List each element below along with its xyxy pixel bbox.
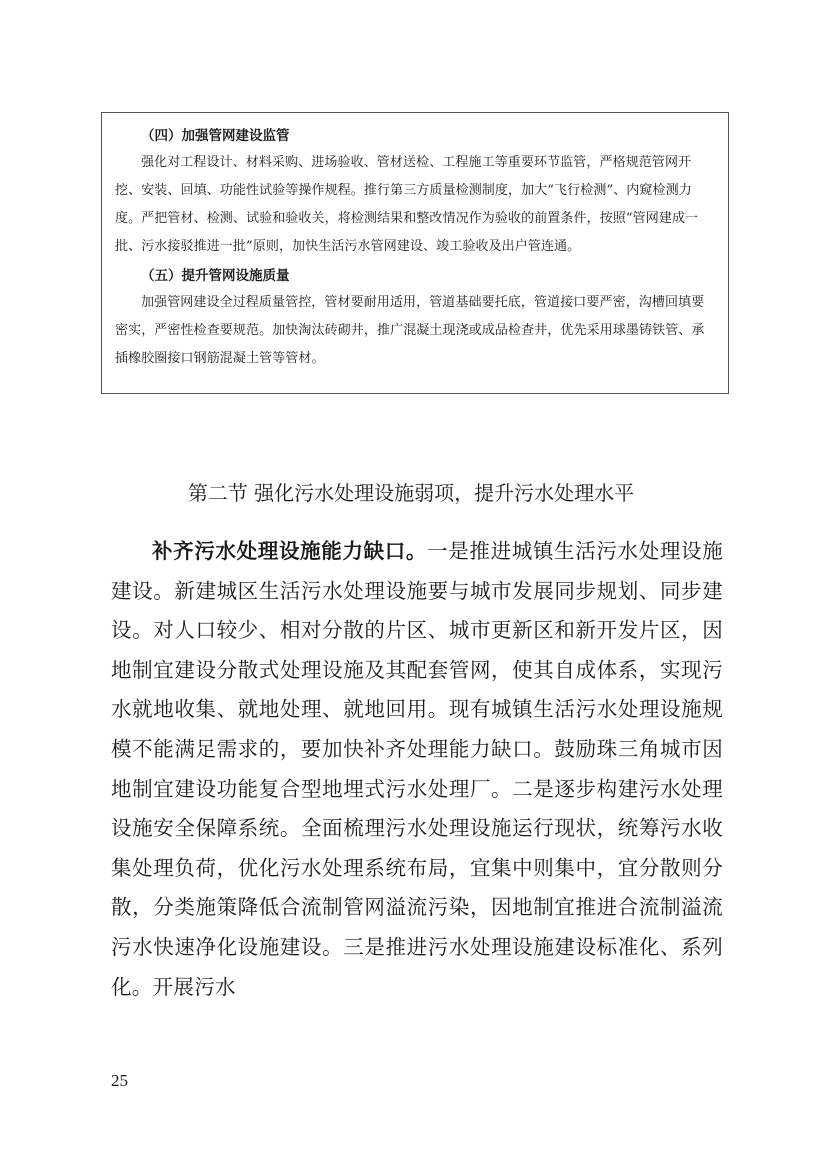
- page-number: 25: [111, 1071, 128, 1090]
- section-5-paragraph: 加强管网建设全过程质量管控，管材要耐用适用，管道基础要托底，管道接口要严密，沟槽回填要密实，严密性检查要规范。加快淘汰砖砌井，推广混凝土现浇或成品检查井，优先采用球墨铸铁管、承插橡胶圈接口钢筋混凝土管等管材。: [115, 295, 705, 366]
- body-lead-sentence: 补齐污水处理设施能力缺口。: [152, 539, 428, 563]
- body-text: 一是推进城镇生活污水处理设施建设。新建城区生活污水处理设施要与城市发展同步规划、同步建设。对人口较少、相对分散的片区、城市更新区和新开发片区，因地制宜建设分散式处理设施及其配套管网，使其自成体系，实现污水就地收集、就地处理、就地回用。现有城镇生活污水处理设施规模不能满足需求的，要加快补齐处理能力缺口。鼓励珠三角城市因地制宜建设功能复合型地埋式污水处理厂。二是逐步构建污水处理设施安全保障系统。全面梳理污水处理设施运行现状，统筹污水收集处理负荷，优化污水处理系统布局，宜集中则集中，宜分散则分散，分类施策降低合流制管网溢流污染，因地制宜推进合流制溢流污水快速净化设施建设。三是推进污水处理设施建设标准化、系列化。开展污水: [111, 539, 724, 999]
- section-5-heading: （五）提升管网设施质量: [141, 268, 290, 284]
- section-4-paragraph: 强化对工程设计、材料采购、进场验收、管材送检、工程施工等重要环节监管，严格规范管网开挖、安装、回填、功能性试验等操作规程。推行第三方质量检测制度，加大“飞行检测”、内窥检测力度。严把管材、检测、试验和验收关，将检测结果和整改情况作为验收的前置条件，按照“管网建成一批、污水接驳推进一批”原则，加快生活污水管网建设、竣工验收及出户管连通。: [115, 155, 699, 254]
- section-title: 第二节 强化污水处理设施弱项，提升污水处理水平: [187, 481, 635, 505]
- section-4-heading: （四）加强管网建设监管: [141, 128, 290, 144]
- body-paragraph: [111, 532, 723, 1007]
- callout-box: [101, 112, 729, 394]
